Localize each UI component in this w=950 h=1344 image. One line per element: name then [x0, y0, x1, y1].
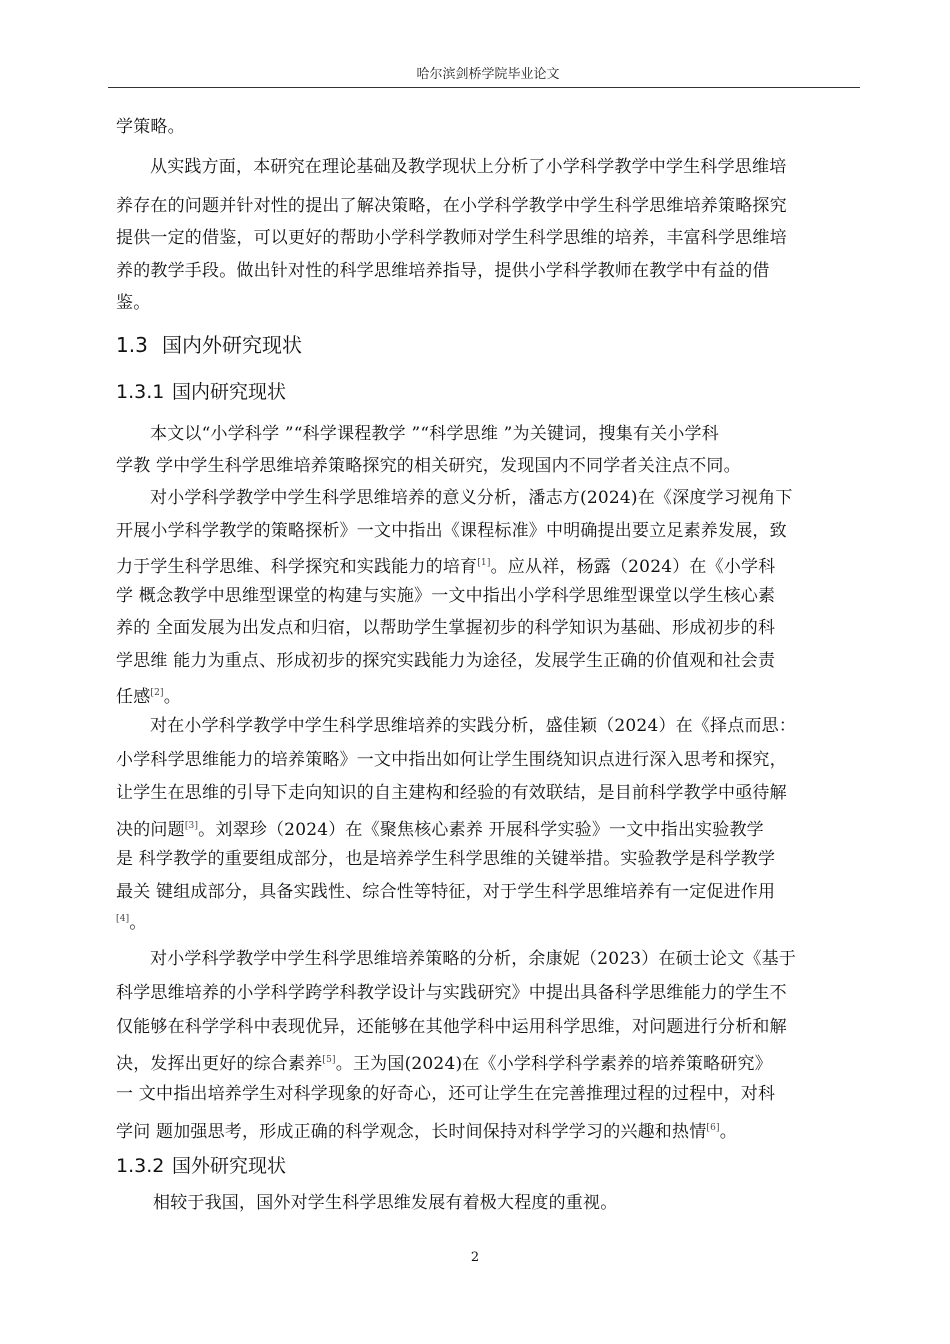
citation-ref: [3] [184, 821, 199, 831]
text-span: 决，发挥出更好的综合素养 [116, 1054, 323, 1074]
text-span: 任感 [116, 687, 151, 707]
text-line: 鉴。 [116, 293, 151, 313]
text-line [116, 1118, 737, 1142]
text-span: 。 [719, 1122, 737, 1142]
text-line [116, 683, 181, 707]
page-number: 2 [470, 1250, 480, 1265]
text-line: 提供一定的借鉴，可以更好的帮助小学科学教师对学生科学思维的培养，丰富科学思维培 [116, 228, 787, 248]
text-line: 一 文中指出培养学生对科学现象的好奇心，还可让学生在完善推理过程的过程中，对科 [116, 1084, 776, 1104]
text-line: 学 概念教学中思维型课堂的构建与实施》一文中指出小学科学思维型课堂以学生核心素 [116, 586, 776, 606]
section-title: 国内研究现状 [172, 381, 287, 403]
running-header: 哈尔滨剑桥学院毕业论文 [416, 67, 560, 82]
text-span: 。应从祥，杨露（2024）在《小学科 [490, 557, 776, 577]
section-number: 1.3.2 [116, 1155, 165, 1177]
text-line: 学教 学中学生科学思维培养策略探究的相关研究，发现国内不同学者关注点不同。 [116, 456, 741, 476]
text-line: 对在小学科学教学中学生科学思维培养的实践分析，盛佳颖（2024）在《择点而思： [150, 716, 797, 736]
section-heading-1-3 [116, 329, 302, 358]
text-span: 力于学生科学思维、科学探究和实践能力的培育 [116, 557, 478, 577]
text-span: 。刘翠珍（2024）在《聚焦核心素养 开展科学实验》一文中指出实验教学 [198, 820, 764, 840]
text-line: 养存在的问题并针对性的提出了解决策略，在小学科学教学中学生科学思维培养策略探究 [116, 196, 787, 216]
citation-ref: [5] [322, 1055, 336, 1065]
text-line: 对小学科学教学中学生科学思维培养的意义分析，潘志方(2024)在《深度学习视角下 [150, 488, 793, 508]
section-number: 1.3.1 [116, 381, 165, 403]
text-span: 决的问题 [116, 820, 185, 840]
text-line [116, 909, 147, 933]
text-span: 。 [163, 687, 181, 707]
text-line: 开展小学科学教学的策略探析》一文中指出《课程标准》中明确提出要立足素养发展，致 [116, 521, 787, 541]
text-line: 学策略。 [116, 117, 185, 137]
text-line: 是 科学教学的重要组成部分，也是培养学生科学思维的关键举措。实验教学是科学教学 [116, 849, 776, 869]
citation-ref: [6] [706, 1123, 720, 1133]
text-span: 。王为国(2024)在《小学科学科学素养的培养策略研究》 [335, 1054, 772, 1074]
text-line: 从实践方面，本研究在理论基础及教学现状上分析了小学科学教学中学生科学思维培 [150, 157, 787, 177]
section-heading-1-3-1 [116, 377, 286, 404]
section-heading-1-3-2 [116, 1151, 286, 1178]
text-line: 养的 全面发展为出发点和归宿，以帮助学生掌握初步的科学知识为基础、形成初步的科 [116, 618, 776, 638]
text-span: 学问 题加强思考，形成正确的科学观念，长时间保持对科学学习的兴趣和热情 [116, 1122, 707, 1142]
text-line [116, 553, 775, 577]
text-line: 仅能够在科学学科中表现优异，还能够在其他学科中运用科学思维，对问题进行分析和解 [116, 1017, 787, 1037]
header-rule [108, 87, 860, 88]
text-line [116, 1050, 772, 1074]
section-number: 1.3 [116, 333, 148, 357]
text-line: 让学生在思维的引导下走向知识的自主建构和经验的有效联结，是目前科学教学中亟待解 [116, 783, 787, 803]
citation-ref: [2] [150, 688, 164, 698]
text-line: 小学科学思维能力的培养策略》一文中指出如何让学生围绕知识点进行深入思考和探究， [116, 750, 787, 770]
text-line: 养的教学手段。做出针对性的科学思维培养指导，提供小学科学教师在教学中有益的借 [116, 261, 770, 281]
text-span: 。 [129, 913, 147, 933]
text-line: 最关 键组成部分，具备实践性、综合性等特征，对于学生科学思维培养有一定促进作用 [116, 882, 776, 902]
text-line: 学思维 能力为重点、形成初步的探究实践能力为途径，发展学生正确的价值观和社会责 [116, 651, 776, 671]
citation-ref: [1] [477, 558, 491, 568]
text-line [116, 816, 764, 840]
text-line: 相较于我国，国外对学生科学思维发展有着极大程度的重视。 [153, 1193, 618, 1213]
text-line: 对小学科学教学中学生科学思维培养策略的分析，余康妮（2023）在硕士论文《基于 [150, 949, 797, 969]
text-line: 本文以“小学科学 ”“科学课程教学 ”“科学思维 ”为关键词，搜集有关小学科 [150, 424, 719, 444]
section-title: 国外研究现状 [172, 1155, 287, 1177]
citation-ref: [4] [116, 914, 130, 924]
section-title: 国内外研究现状 [162, 333, 302, 357]
text-line: 科学思维培养的小学科学跨学科教学设计与实践研究》中提出具备科学思维能力的学生不 [116, 983, 787, 1003]
